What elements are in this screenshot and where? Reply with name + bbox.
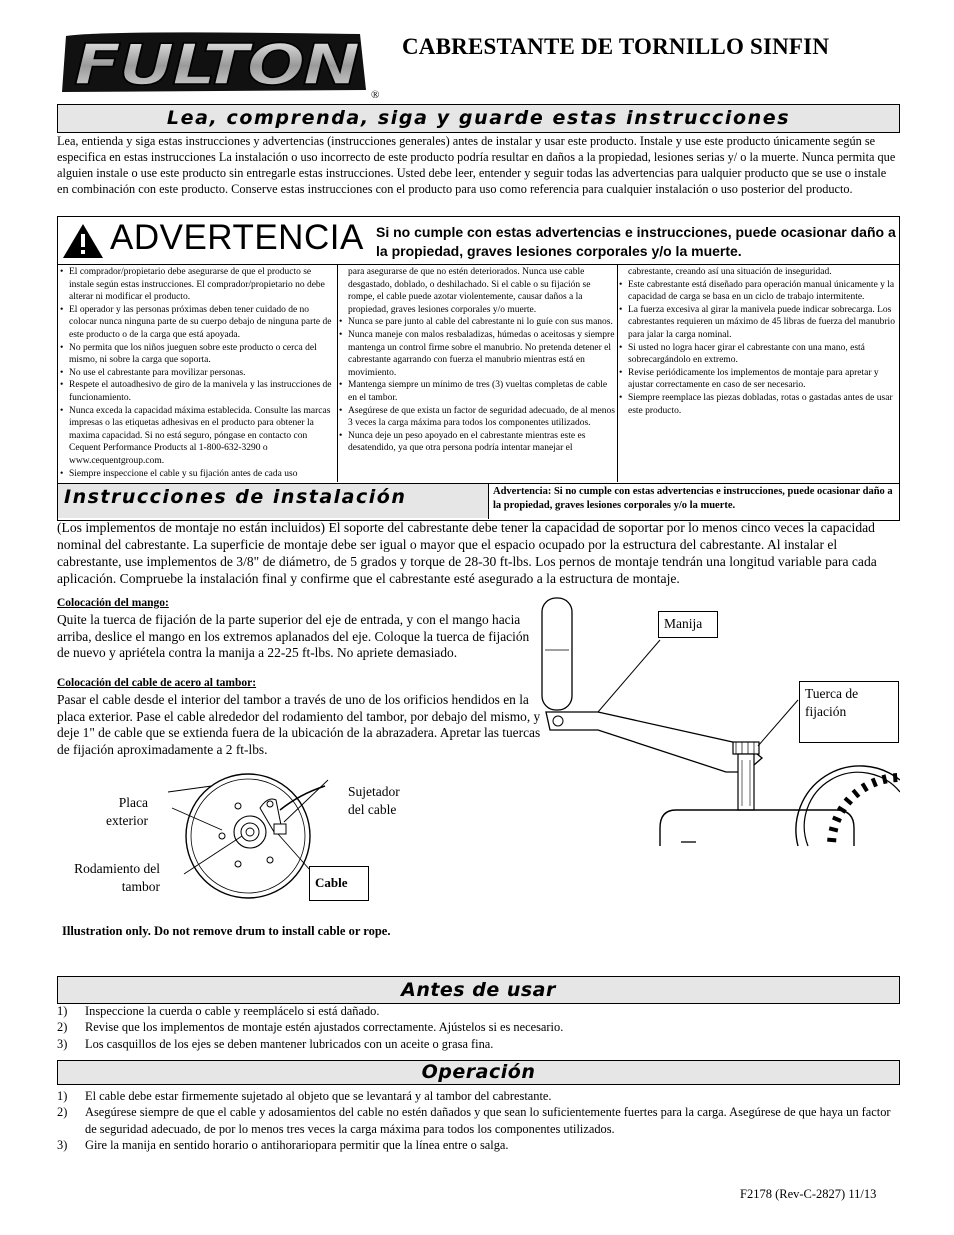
drum-illustration — [150, 770, 330, 920]
label-drum-bearing: Rodamiento del tambor — [74, 861, 160, 894]
warning-bullet: • Nunca deje un peso apoyado en el cabrestante mientras este es desatendido, ya que otra persona podría intentar manejar el — [339, 430, 586, 454]
warning-bullet: • Siempre inspeccione el cable y su fijación antes de cada uso — [60, 468, 298, 479]
warning-bullet: • No use el cabrestante para movilizar personas. — [60, 367, 246, 378]
gear-tooth — [845, 798, 852, 804]
operation-heading: Operación — [57, 1060, 900, 1085]
column-divider — [337, 265, 338, 482]
label-cable-clamp: Sujetador del cable — [348, 784, 400, 817]
label-cable: Cable — [309, 866, 369, 901]
document-code: F2178 (Rev-C-2827) 11/13 — [740, 1187, 877, 1201]
label-outer-plate: Placa exterior — [106, 795, 148, 828]
warning-bullet: • Respete el autoadhesivo de giro de la manivela y las instrucciones de funcionamiento. — [60, 380, 332, 403]
document-title: CABRESTANTE DE TORNILLO SINFIN — [402, 34, 830, 59]
gear-tooth — [873, 778, 876, 786]
warning-bullet: • Este cabrestante está diseñado para operación manual únicamente y la capacidad de carga se basa en un ciclo de trabajo intermitente. — [619, 279, 895, 303]
warning-bullet: • Revise periódicamente los implementos de montaje para apretar y ajustar correctamente en caso de ser necesario. — [619, 367, 879, 391]
warning-continuation: cabrestante, creando así una situación de inseguridad. — [628, 267, 832, 277]
gear-tooth — [838, 807, 846, 812]
gear-tooth — [884, 775, 886, 784]
warning-message: Si no cumple con estas advertencias e instrucciones, puede ocasionar daño a la propiedad, graves lesiones corporales y/o la muerte. — [376, 224, 896, 259]
warning-column-2 — [339, 266, 618, 455]
list-item: 2) Revise que los implementos de montaje estén ajustados correctamente. Ajústelos si es necesario. — [57, 1020, 564, 1035]
handle-text: Quite la tuerca de fijación de la parte superior del eje de entrada, y con el mango hacia arriba, deslice el mango en los extremos aplanados del eje. Coloque la tuerca de fijación de nuevo y apriételа contra la manija a 22-25 ft-lbs. No apriete demasiado. — [57, 612, 530, 660]
label-nut: Tuerca de fijación — [799, 681, 899, 743]
install-warning: Advertencia: Si no cumple con estas advertencias e instrucciones, puede ocasionar daño a la propiedad, graves lesiones corporales y/o la muerte. — [493, 486, 893, 511]
warning-continuation: para asegurarse de que no estén deteriorados. Nunca use cable desgastado, doblado, o deshilachado. Si el cable o su fijación se rompe, el cable puede azotar violentemente, causar daños a la propiedad, graves lesiones corporales y/o muerte. — [348, 267, 591, 315]
warning-bullet: • El operador y las personas próximas deben tener cuidado de no colocar nunca ninguna parte de su cuerpo debajo de ninguna parte de este producto o de la carga que está apoyada. — [60, 304, 332, 340]
before-use-list — [57, 1003, 899, 1052]
illustration-note: Illustration only. Do not remove drum to install cable or rope. — [62, 924, 391, 938]
before-use-heading: Antes de usar — [57, 976, 900, 1004]
gear-tooth — [853, 790, 859, 797]
column-divider — [617, 265, 618, 482]
warning-triangle-icon — [61, 222, 105, 260]
gear-tooth — [833, 817, 841, 821]
list-item: 1) El cable debe estar firmemente sujetado al objeto que se levantará y al tambor del cabrestante. — [57, 1089, 552, 1103]
list-item: 3) Gire la manija en sentido horario o antihorariopara permitir que la línea entre o salga. — [57, 1138, 509, 1153]
gear-tooth — [862, 783, 867, 791]
cable-text: Pasar el cable desde el interior del tambor a través de uno de los orificios hendidos en la placa exterior. Pase el cable alrededor del rodamiento del tambor, por debajo del mismo, y deje 1" de cable que se extienda fuera de la ubicación de la abrazadera. Apretar las tuercas de fijación aproximadamente a 2 ft-lbs. — [57, 692, 541, 757]
warning-divider — [57, 264, 900, 265]
read-instructions-heading: Lea, comprenda, siga y guarde estas instrucciones — [57, 104, 900, 133]
read-instructions-body: Lea, entienda y siga estas instrucciones y advertencias (instrucciones generales) antes de instalar y usar este producto. Instale y use este producto únicamente según se especifica en estas instrucciones La instalación o uso incorrecto de este producto podría resultar en daños a la propiedad, lesiones serias y/ o la muerte. Nunca permita que alguien instale o use este producto sin entregarle estas instrucciones. Usted debe leer, entender y seguir todas las advertencias para ualquier producto que se use o instale en combinación con este producto. Conserve estas instrucciones con el producto para uso como referencia para cualquier instalación o uso posterior del producto. — [57, 134, 896, 196]
install-heading: Instrucciones de instalación — [58, 484, 488, 518]
warning-bullet: • Siempre reemplace las piezas dobladas, rotas o gastadas antes de usar este producto. — [619, 392, 893, 416]
list-item: 3) Los casquillos de los ejes se deben mantener lubricados con un aceite o grasa fina. — [57, 1036, 494, 1051]
install-body: (Los implementos de montaje no están incluidos) El soporte del cabrestante debe tener la capacidad de soportar por lo menos cinco veces la capacidad nominal del cabrestante. La superficie de montaje debe ser igual o mayor que el espacio ocupado por la estructura del cabrestante. Al instalar el cabrestante, use implementos de 3/8" de diámetro, de 5 grados y torque de 28-30 ft-lbs. Los pernos de montaje tendrán una longitud variable para cada aplicación. Compruebe la instalación final y confirme que el cabrestante esté asegurado a la estructura de montaje. — [57, 520, 877, 586]
warning-bullet: • La fuerza excesiva al girar la manivela puede indicar sobrecarga. Los cabrestantes requieren un máximo de 45 libras de fuerza del manubrio para jalar la carga nominal. — [619, 304, 895, 340]
warning-bullet: • Nunca se pare junto al cable del cabrestante ni lo guíe con sus manos. — [339, 317, 613, 328]
install-divider — [488, 484, 489, 519]
warning-bullet: • Asegúrese de que exista un factor de seguridad adecuado, de al menos 3 veces la carga máxima para todos los componentes utilizados. — [339, 405, 615, 429]
fulton-logo — [60, 30, 372, 96]
warning-bullet: • Si usted no logra hacer girar el cabrestante con una mano, está sobrecargándolo en extremo. — [619, 342, 865, 366]
warning-title: ADVERTENCIA — [110, 218, 364, 257]
list-item: 1) Inspeccione la cuerda o cable y reemplácelo si está dañado. — [57, 1004, 380, 1018]
gear-tooth — [895, 773, 896, 782]
label-handle: Manija — [658, 611, 718, 638]
warning-bullet: • Nunca exceda la capacidad máxima establecida. Consulte las marcas impresas o las etiquetas adhesivas en el producto para obtener la maxima capacidad. Si no está seguro, póngase en contacto con Cequent Performance Products al 1-800-632-3290 o www.cequentgroup.com. — [60, 405, 331, 466]
handle-heading: Colocación del mango: — [57, 597, 169, 609]
warning-column-1 — [60, 266, 337, 480]
gear-tooth — [827, 840, 836, 841]
gear-tooth — [829, 828, 838, 830]
warning-column-3 — [619, 266, 897, 417]
operation-list — [57, 1088, 899, 1154]
warning-bullet: • No permita que los niños jueguen sobre este producto o cerca del mismo, ni sobre la carga que soporta. — [60, 342, 317, 366]
registered-mark: ® — [371, 89, 380, 101]
warning-bullet: • Mantenga siempre un mínimo de tres (3) vueltas completas de cable en el tambor. — [339, 380, 608, 403]
warning-bullet: • El comprador/propietario debe asegurarse de que el producto se instale según estas instrucciones. El comprador/propietario no debe alterar ni modificar el producto. — [60, 267, 325, 303]
warning-bullet: • Nunca maneje con malos resbaladizas, húmedas o aceitosas y siempre mantenga un control firme sobre el manubrio. No pretenda detener el cabrestante agarrando con fuerza el manubrio mientras está en movimiento. — [339, 329, 615, 378]
list-item: 2) Asegúrese siempre de que el cable y adosamientos del cable no estén dañados y que sean lo suficientemente fuertes para la carga. Asegúrese de que haya un factor de seguridad adecuado, de por lo menos tres veces la carga máxima para todos los componentes utilizados. — [57, 1105, 891, 1136]
svg-text:FULTON: FULTON — [74, 33, 360, 96]
cable-heading: Colocación del cable de acero al tambor: — [57, 677, 257, 689]
